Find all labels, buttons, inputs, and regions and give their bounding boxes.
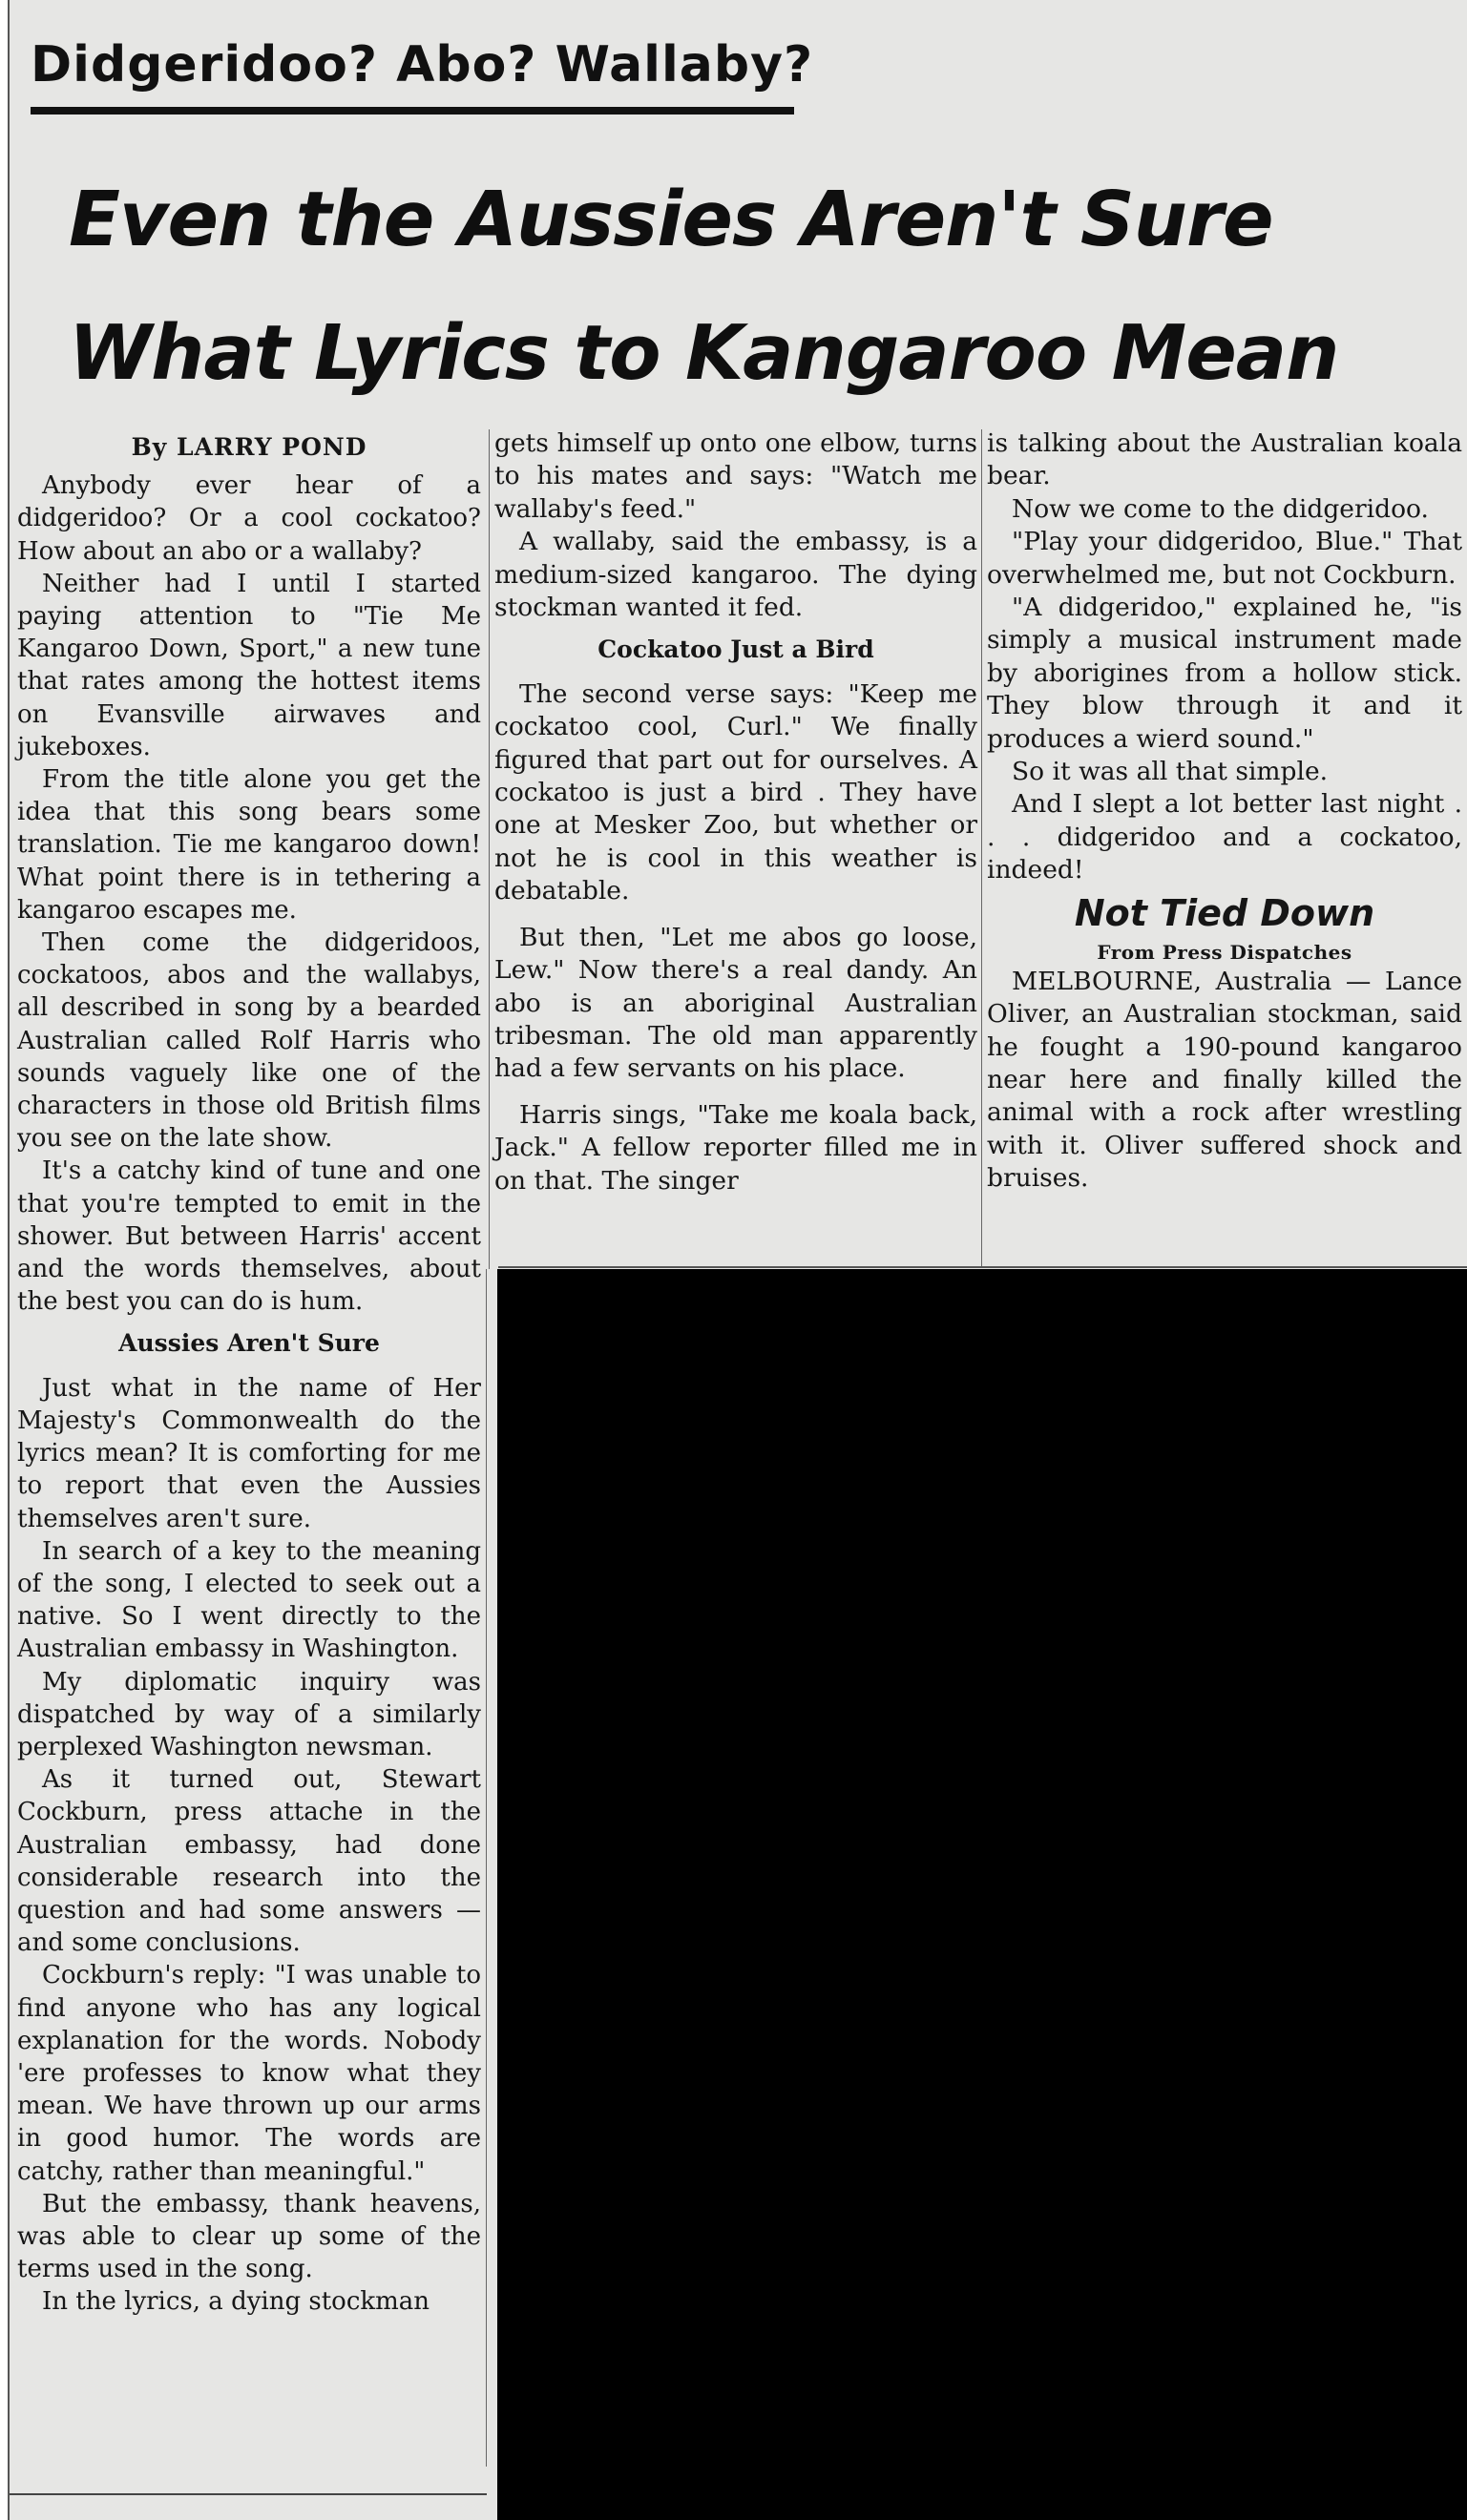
column-1-bottom-rule	[10, 2493, 487, 2495]
column-rule-1	[489, 429, 490, 1269]
column-rule-lower	[486, 1269, 487, 2467]
column-1-paragraph: But the embassy, thank heavens, was able to clear up some of the terms used in the song.	[17, 2189, 481, 2284]
column-3-paragraph: MELBOURNE, Australia — Lance Oliver, an Australian stockman, said he fought a 190-pound kangaroo near here and finally killed the animal with a rock after wrestling with it. Oliver suffered shock and bruises.	[987, 966, 1462, 1194]
kicker-underline	[31, 107, 794, 115]
column-3	[987, 427, 1462, 1196]
column-1-paragraph: It's a catchy kind of tune and one that you're tempted to emit in the shower. But between Harris' accent and the words themselves, about the best you can do is hum.	[17, 1156, 481, 1317]
column-1-paragraph: Anybody ever hear of a didgeridoo? Or a cool cockatoo? How about an abo or a wallaby?	[17, 471, 481, 566]
headline-line-2: What Lyrics to Kangaroo Mean	[69, 309, 1339, 397]
column-2-paragraph: The second verse says: "Keep me cockatoo cool, Curl." We finally figured that part out for ourselves. A cockatoo is just a bird . They have one at Mesker Zoo, but whether or not he is cool in this weather is debatable.	[494, 678, 977, 906]
byline: By LARRY POND	[131, 433, 367, 461]
column-2-paragraph: But then, "Let me abos go loose, Lew." Now there's a real dandy. An abo is an aboriginal Australian tribesman. The old man apparently had a few servants on his place.	[494, 922, 977, 1084]
column-rule-2	[981, 429, 982, 1266]
column-2	[494, 427, 977, 1198]
subhead-cockatoo: Cockatoo Just a Bird	[597, 635, 874, 664]
kicker-headline: Didgeridoo? Abo? Wallaby?	[31, 36, 814, 94]
clipping-left-edge	[8, 1269, 10, 2520]
column-2-paragraph: A wallaby, said the embassy, is a medium-sized kangaroo. The dying stockman wanted it fed.	[494, 527, 977, 623]
column-2-lead: gets himself up onto one elbow, turns to his mates and says: "Watch me wallaby's feed."	[494, 428, 977, 524]
column-3-paragraph: And I slept a lot better last night . . . didgeridoo and a cockatoo, indeed!	[987, 789, 1462, 885]
column-1-paragraph: In the lyrics, a dying stockman	[42, 2287, 430, 2317]
column-1-paragraph: Then come the didgeridoos, cockatoos, abos and the wallabys, all described in song by a bearded Australian called Rolf Harris who sounds vaguely like one of the characters in those old British films you see on the late show.	[17, 928, 481, 1154]
column-3-paragraph: "Play your didgeridoo, Blue." That overwhelmed me, but not Cockburn.	[987, 527, 1462, 590]
column-3-paragraph: Now we come to the didgeridoo.	[1012, 493, 1429, 524]
column-1-paragraph: Neither had I until I started paying attention to "Tie Me Kangaroo Down, Sport," a new tune that rates among the hottest items on Evansville airwaves and jukeboxes.	[17, 569, 481, 761]
column-1-paragraph: As it turned out, Stewart Cockburn, press attache in the Australian embassy, had done considerable research into the question and had some answers — and some conclusions.	[17, 1765, 481, 1958]
column-1-paragraph: From the title alone you get the idea that this song bears some translation. Tie me kangaroo down! What point there is in tethering a kangaroo escapes me.	[17, 765, 481, 925]
blank-black-area	[497, 1269, 1467, 2520]
column-1-paragraph: Just what in the name of Her Majesty's Commonwealth do the lyrics mean? It is comforting for me to report that even the Aussies themselves aren't sure.	[17, 1373, 481, 1533]
headline-line-1: Even the Aussies Aren't Sure	[69, 176, 1273, 263]
subhead-not-tied-down: Not Tied Down	[1074, 891, 1375, 934]
main-headline	[69, 153, 1338, 420]
subhead-aussies: Aussies Aren't Sure	[118, 1329, 380, 1358]
column-3-paragraph: So it was all that simple.	[1012, 757, 1329, 787]
article-bottom-rule	[498, 1266, 1467, 1268]
column-3-lead: is talking about the Australian koala bear.	[987, 428, 1462, 491]
column-1	[17, 431, 481, 2319]
column-3-paragraph: "A didgeridoo," explained he, "is simply a musical instrument made by aborigines from a hollow stick. They blow through it and it produces a wierd sound."	[987, 593, 1462, 754]
column-1-paragraph: My diplomatic inquiry was dispatched by way of a similarly perplexed Washington newsman.	[17, 1667, 481, 1761]
column-2-paragraph: Harris sings, "Take me koala back, Jack." A fellow reporter filled me in on that. The singer	[494, 1099, 977, 1196]
column-1-paragraph: In search of a key to the meaning of the song, I elected to seek out a native. So I went directly to the Australian embassy in Washington.	[17, 1536, 481, 1664]
dispatch-credit: From Press Dispatches	[1097, 940, 1352, 964]
column-1-paragraph: Cockburn's reply: "I was unable to find anyone who has any logical explanation for the words. Nobody 'ere professes to know what they mean. We have thrown up our arms in good humor. The words are catchy, rather than meaningful."	[17, 1961, 481, 2186]
